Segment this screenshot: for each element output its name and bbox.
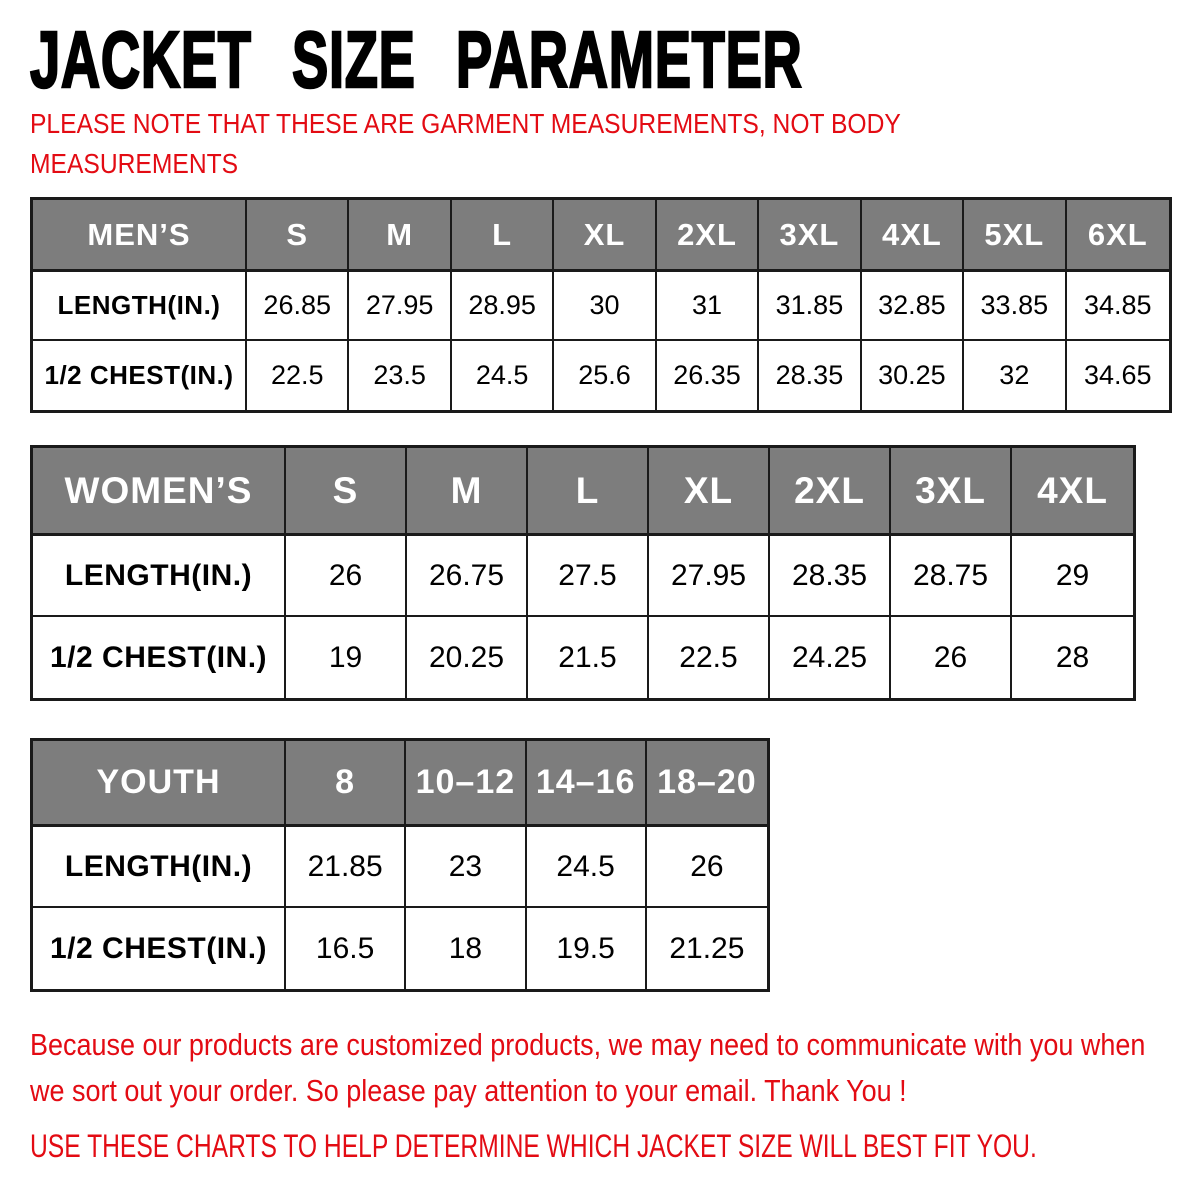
- value-cell: 34.85: [1067, 272, 1169, 341]
- value-cell: 21.25: [669, 931, 745, 965]
- value-cell: 23: [406, 827, 526, 908]
- customization-notice: Because our products are customized products, we may need to communicate with you when we sort out your order. So please pay attention to your email. Thank You !: [30, 1027, 1146, 1108]
- size-header-cell: 2XL: [770, 448, 891, 536]
- value-cell: 26.85: [247, 272, 349, 341]
- size-header-cell: XL: [649, 448, 770, 536]
- value-cell: 27.5: [528, 536, 649, 617]
- value-cell: 33.85: [964, 272, 1066, 341]
- fit-advice: USE THESE CHARTS TO HELP DETERMINE WHICH JACKET SIZE WILL BEST FIT YOU.: [30, 1128, 1037, 1164]
- size-header-cell: 3XL: [891, 448, 1012, 536]
- value-cell: 27.95: [349, 272, 451, 341]
- value-cell: 26: [647, 827, 767, 908]
- value-cell: 22.5: [649, 617, 770, 698]
- value-cell: 28: [1055, 640, 1090, 674]
- value-cell: 20.25: [407, 617, 528, 698]
- value-cell: 29: [1012, 536, 1133, 617]
- value-cell: 23.5: [349, 341, 451, 410]
- size-header-cell: M: [349, 200, 451, 272]
- value-cell: 30: [554, 272, 656, 341]
- row-label-cell: 1/2 CHEST(IN.): [33, 617, 286, 698]
- page-title: JACKET SIZE PARAMETER: [30, 15, 803, 104]
- value-cell: 21.5: [528, 617, 649, 698]
- mens-size-table: [30, 197, 1172, 413]
- row-label-cell: LENGTH(IN.): [33, 272, 247, 341]
- value-cell: 24.5: [527, 827, 647, 908]
- value-cell: 24.25: [770, 617, 891, 698]
- size-header-cell: 5XL: [964, 200, 1066, 272]
- size-header-cell: 6XL: [1067, 200, 1169, 272]
- size-header-cell: 10–12: [406, 741, 526, 827]
- size-header-cell: 3XL: [759, 200, 861, 272]
- row-label-cell: LENGTH(IN.): [33, 536, 286, 617]
- table-group-label: MEN’S: [33, 200, 247, 272]
- value-cell: 26.35: [657, 341, 759, 410]
- row-label-cell: 1/2 CHEST(IN.): [33, 908, 286, 989]
- value-cell: 18: [406, 908, 526, 989]
- row-label-cell: LENGTH(IN.): [33, 827, 286, 908]
- value-cell: 31: [657, 272, 759, 341]
- size-header-cell: 14–16: [527, 741, 647, 827]
- size-header-cell: 4XL: [1012, 448, 1133, 536]
- value-cell: 34.65: [1083, 360, 1152, 390]
- value-cell: 25.6: [554, 341, 656, 410]
- row-label-cell: 1/2 CHEST(IN.): [33, 341, 247, 410]
- value-cell: 21.85: [286, 827, 406, 908]
- value-cell: 32: [964, 341, 1066, 410]
- value-cell: 26.75: [407, 536, 528, 617]
- size-header-cell: S: [247, 200, 349, 272]
- value-cell: 19: [286, 617, 407, 698]
- value-cell: 28.35: [770, 536, 891, 617]
- size-header-cell: S: [286, 448, 407, 536]
- youth-size-table: [30, 738, 770, 992]
- size-header-cell: M: [407, 448, 528, 536]
- value-cell: 32.85: [862, 272, 964, 341]
- value-cell: 19.5: [527, 908, 647, 989]
- value-cell: 28.35: [759, 341, 861, 410]
- womens-size-table: [30, 445, 1136, 701]
- table-group-label: WOMEN’S: [33, 448, 286, 536]
- size-header-cell: L: [528, 448, 649, 536]
- value-cell: 30.25: [862, 341, 964, 410]
- value-cell: 26: [891, 617, 1012, 698]
- value-cell: 28.75: [891, 536, 1012, 617]
- value-cell: 31.85: [759, 272, 861, 341]
- size-header-cell: 8: [286, 741, 406, 827]
- value-cell: 24.5: [452, 341, 554, 410]
- size-header-cell: XL: [554, 200, 656, 272]
- size-header-cell: L: [452, 200, 554, 272]
- size-header-cell: 18–20: [647, 741, 767, 827]
- value-cell: 26: [286, 536, 407, 617]
- garment-measurement-note: PLEASE NOTE THAT THESE ARE GARMENT MEASUREMENTS, NOT BODY MEASUREMENTS: [30, 108, 901, 179]
- value-cell: 22.5: [247, 341, 349, 410]
- size-header-cell: 4XL: [862, 200, 964, 272]
- table-group-label: YOUTH: [33, 741, 286, 827]
- value-cell: 16.5: [286, 908, 406, 989]
- size-header-cell: 2XL: [657, 200, 759, 272]
- value-cell: 27.95: [649, 536, 770, 617]
- value-cell: 28.95: [452, 272, 554, 341]
